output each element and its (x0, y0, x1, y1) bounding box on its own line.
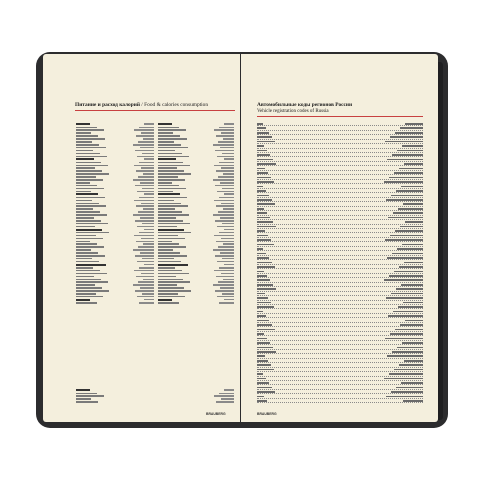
region-name (388, 315, 423, 317)
region-code (257, 324, 272, 326)
dotted-leader (257, 371, 423, 372)
region-name (387, 257, 423, 259)
region-code (257, 382, 269, 384)
region-code (257, 235, 268, 237)
region-code (257, 311, 263, 313)
brand-logo: BRAUBERG (206, 412, 226, 416)
dotted-leader (257, 300, 423, 301)
region-code (257, 342, 270, 344)
region-name (404, 262, 423, 264)
dotted-leader (257, 317, 423, 318)
region-code (257, 266, 275, 268)
dotted-leader (257, 130, 423, 131)
region-code (257, 239, 271, 241)
dotted-leader (257, 188, 423, 189)
region-name (389, 373, 423, 375)
dotted-leader (257, 295, 423, 296)
region-code (257, 230, 265, 232)
region-code (257, 329, 275, 331)
region-name (396, 288, 423, 290)
dotted-leader (257, 380, 423, 381)
dotted-leader (257, 362, 423, 363)
region-code (257, 127, 266, 129)
title-ru: Питание и расход калорий (75, 102, 140, 108)
dotted-leader (257, 353, 423, 354)
region-code (257, 275, 267, 277)
dotted-leader (257, 165, 423, 166)
title-en: Vehicle registration codes of Russia (257, 109, 329, 114)
region-name (402, 342, 423, 344)
region-name (387, 355, 423, 357)
region-name (394, 369, 423, 371)
dotted-leader (257, 331, 423, 332)
region-name (395, 329, 423, 331)
region-name (385, 338, 423, 340)
region-name (393, 212, 423, 214)
region-name (399, 168, 423, 170)
region-code (257, 355, 265, 357)
region-code (257, 315, 266, 317)
dotted-leader (257, 291, 423, 292)
region-name (401, 186, 423, 188)
dotted-leader (257, 344, 423, 345)
region-name (390, 136, 423, 138)
left-page-title (75, 102, 208, 108)
dotted-leader (257, 349, 423, 350)
region-code (257, 195, 269, 197)
region-name (385, 239, 423, 241)
region-code (257, 302, 271, 304)
region-code (257, 226, 276, 228)
region-name (405, 123, 423, 125)
region-name (404, 163, 423, 165)
region-name (405, 320, 423, 322)
region-code (257, 257, 269, 259)
region-code (257, 208, 264, 210)
dotted-leader (257, 228, 423, 229)
region-name (392, 351, 423, 353)
region-name (391, 391, 423, 393)
region-code (257, 391, 275, 393)
region-code (257, 221, 273, 223)
region-code (257, 159, 273, 161)
dotted-leader (257, 174, 423, 175)
dotted-leader (257, 237, 423, 238)
region-code (257, 306, 274, 308)
table-row (76, 301, 154, 304)
dotted-leader (257, 255, 423, 256)
dotted-leader (257, 215, 423, 216)
dotted-leader (257, 148, 423, 149)
dotted-leader (257, 367, 423, 368)
region-name (387, 159, 423, 161)
dotted-leader (257, 393, 423, 394)
region-name (397, 347, 423, 349)
region-code (257, 253, 266, 255)
dotted-leader (257, 192, 423, 193)
dotted-leader (257, 304, 423, 305)
region-name (396, 190, 423, 192)
region-code (257, 396, 264, 398)
region-name (397, 150, 423, 152)
dotted-leader (257, 264, 423, 265)
table-row (76, 400, 234, 403)
region-code (257, 244, 274, 246)
dotted-leader (257, 358, 423, 359)
dotted-leader (257, 384, 423, 385)
dotted-leader (257, 250, 423, 251)
region-code (257, 284, 273, 286)
region-name (386, 297, 423, 299)
region-code (257, 172, 268, 174)
energy-expenditure-table (76, 388, 234, 403)
region-code (257, 373, 263, 375)
region-code (257, 141, 275, 143)
title-en: / Food & calories consumption (141, 102, 209, 108)
dotted-leader (257, 197, 423, 198)
region-name (395, 230, 423, 232)
region-name (385, 141, 423, 143)
region-name (398, 208, 423, 210)
region-name (399, 364, 423, 366)
dotted-leader (257, 308, 423, 309)
region-name (389, 275, 423, 277)
region-code (257, 297, 268, 299)
dotted-leader (257, 206, 423, 207)
table-row (158, 301, 234, 304)
region-code-list (257, 122, 423, 404)
dotted-leader (257, 286, 423, 287)
dotted-leader (257, 402, 423, 403)
dotted-leader (257, 125, 423, 126)
dotted-leader (257, 134, 423, 135)
region-code (257, 338, 267, 340)
dotted-leader (257, 273, 423, 274)
dotted-leader (257, 152, 423, 153)
region-name (388, 217, 423, 219)
region-code (257, 279, 270, 281)
right-page-title (257, 102, 352, 108)
region-code (257, 262, 272, 264)
region-code (257, 369, 274, 371)
dotted-leader (257, 259, 423, 260)
dotted-leader (257, 241, 423, 242)
region-name (396, 387, 423, 389)
calorie-table-left (76, 122, 154, 304)
region-code (257, 203, 275, 205)
region-name (400, 127, 423, 129)
dotted-leader (257, 232, 423, 233)
dotted-leader (257, 179, 423, 180)
region-name (405, 221, 423, 223)
dotted-leader (257, 219, 423, 220)
title-ru: Автомобильные коды регионов России (257, 102, 353, 108)
region-name (394, 271, 423, 273)
region-name (403, 400, 423, 402)
region-code (257, 154, 270, 156)
title-rule (257, 116, 423, 117)
region-name (386, 396, 423, 398)
dotted-leader (257, 161, 423, 162)
dotted-leader (257, 156, 423, 157)
region-code (257, 199, 272, 201)
region-name (398, 306, 423, 308)
dotted-leader (257, 326, 423, 327)
dotted-leader (257, 268, 423, 269)
region-name (403, 302, 423, 304)
region-code (257, 181, 274, 183)
region-code (257, 347, 273, 349)
region-name (395, 132, 423, 134)
dotted-leader (257, 398, 423, 399)
region-code (257, 145, 264, 147)
dotted-leader (257, 183, 423, 184)
dotted-leader (257, 389, 423, 390)
region-name (401, 382, 423, 384)
dotted-leader (257, 139, 423, 140)
region-name (390, 235, 423, 237)
dotted-leader (257, 201, 423, 202)
region-name (397, 248, 423, 250)
dotted-leader (257, 277, 423, 278)
region-name (384, 279, 423, 281)
region-name (402, 244, 423, 246)
dotted-leader (257, 210, 423, 211)
region-code (257, 212, 267, 214)
region-name (401, 284, 423, 286)
region-code (257, 150, 267, 152)
region-name (404, 360, 423, 362)
region-code (257, 136, 272, 138)
dotted-leader (257, 335, 423, 336)
region-code (257, 123, 263, 125)
region-code (257, 293, 265, 295)
title-rule (75, 110, 235, 111)
dotted-leader (257, 322, 423, 323)
region-code (257, 248, 263, 250)
dotted-leader (257, 246, 423, 247)
calorie-table-right (158, 122, 234, 304)
region-code (257, 360, 268, 362)
region-name (384, 378, 423, 380)
region-code (257, 400, 267, 402)
region-name (394, 172, 423, 174)
brand-logo: BRAUBERG (257, 412, 277, 416)
region-code (257, 132, 269, 134)
region-code (257, 320, 269, 322)
region-name (399, 266, 423, 268)
region-code (257, 177, 271, 179)
dotted-leader (257, 224, 423, 225)
dotted-leader (257, 340, 423, 341)
region-name (391, 293, 423, 295)
dotted-leader (257, 143, 423, 144)
region-code (257, 186, 263, 188)
dotted-leader (257, 282, 423, 283)
dotted-leader (257, 376, 423, 377)
region-code (257, 378, 266, 380)
region-name (386, 199, 423, 201)
region-name (402, 145, 423, 147)
region-name (390, 333, 423, 335)
region-code (257, 168, 265, 170)
region-name (391, 195, 423, 197)
region-code (257, 217, 270, 219)
region-code (257, 351, 276, 353)
region-code (257, 333, 264, 335)
region-name (403, 203, 423, 205)
region-code (257, 387, 272, 389)
region-name (392, 253, 423, 255)
region-name (400, 226, 423, 228)
region-name (389, 177, 423, 179)
region-name (400, 324, 423, 326)
region-code (257, 271, 264, 273)
dotted-leader (257, 313, 423, 314)
region-code (257, 163, 276, 165)
region-code (257, 364, 271, 366)
region-name (392, 154, 423, 156)
region-name (384, 181, 423, 183)
region-code (257, 288, 276, 290)
region-code (257, 190, 266, 192)
region-name (393, 311, 423, 313)
dotted-leader (257, 170, 423, 171)
